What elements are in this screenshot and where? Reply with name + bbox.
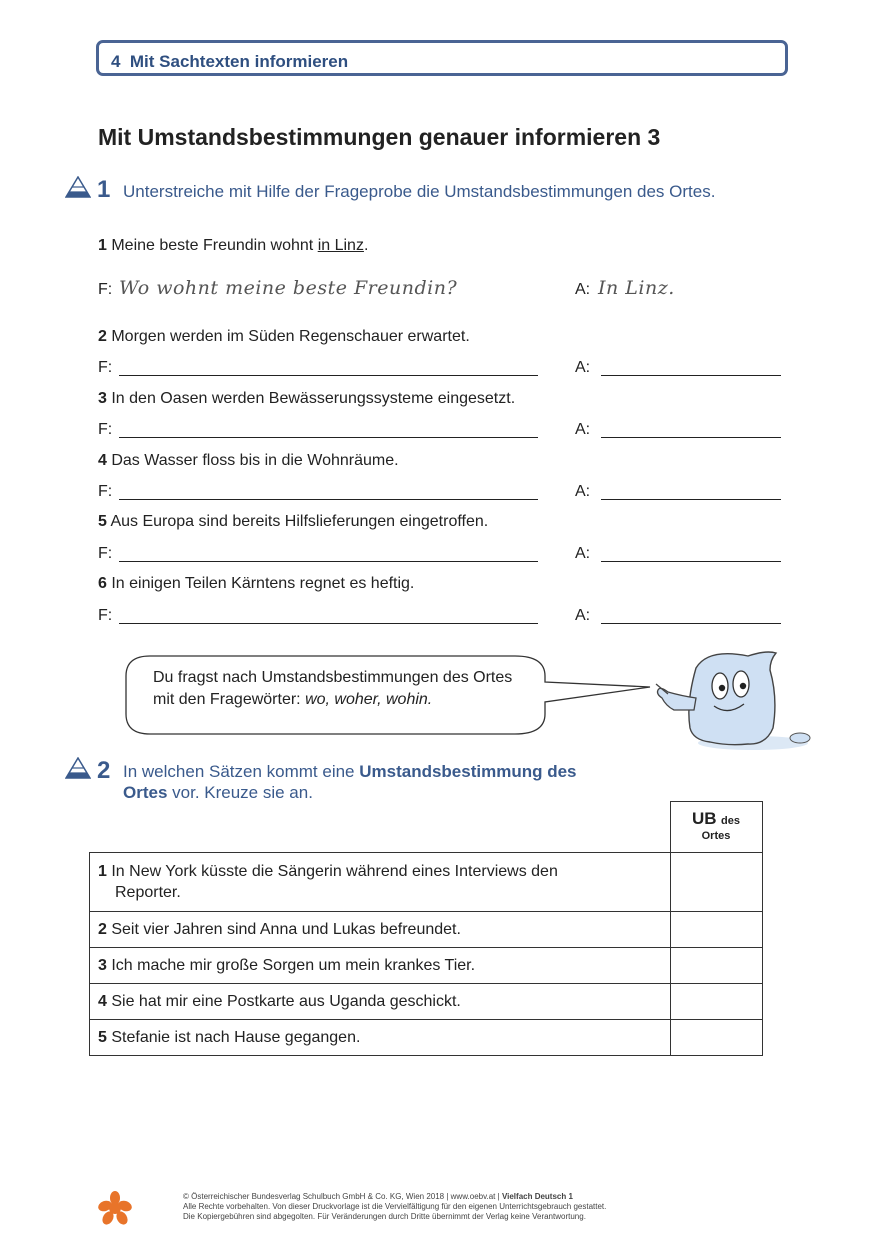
answer-label: A: [575, 483, 591, 500]
answer-write-line[interactable] [601, 499, 781, 500]
question-write-line[interactable] [119, 499, 538, 500]
table-row: 5 Stefanie ist nach Hause gegangen. [90, 1020, 763, 1056]
answer-label: A: [575, 545, 591, 562]
exercise-table [89, 801, 763, 1056]
answer-label: A: [575, 281, 591, 298]
sentence-item: 5 Aus Europa sind bereits Hilfslieferungen eingetroffen. [98, 513, 489, 530]
answer-write-line[interactable] [601, 375, 781, 376]
checkbox-cell[interactable] [670, 1020, 762, 1056]
publisher-logo-icon [97, 1190, 133, 1231]
sentence-item: 2 Morgen werden im Süden Regenschauer erwartet. [98, 328, 470, 345]
sentence-item: 6 In einigen Teilen Kärntens regnet es heftig. [98, 575, 415, 592]
example-sentence: 1 Meine beste Freundin wohnt in Linz. [98, 237, 369, 254]
question-label: F: [98, 421, 113, 438]
question-write-line[interactable] [119, 623, 538, 624]
difficulty-icon [65, 176, 91, 203]
column-header-ub-des-ortes: UB des Ortes [670, 802, 762, 853]
question-write-line[interactable] [119, 375, 538, 376]
question-label: F: [98, 359, 113, 376]
task-number: 2 [97, 757, 111, 784]
task-instruction: Unterstreiche mit Hilfe der Frageprobe die Umstandsbestimmungen des Ortes. [123, 182, 716, 201]
checkbox-cell[interactable] [670, 948, 762, 984]
checkbox-cell[interactable] [670, 984, 762, 1020]
question-write-line[interactable] [119, 561, 538, 562]
example-question-answer: Wo wohnt meine beste Freundin? [119, 277, 458, 299]
question-label: F: [98, 607, 113, 624]
answer-write-line[interactable] [601, 561, 781, 562]
question-label: F: [98, 483, 113, 500]
footer-copyright: © Österreichischer Bundesverlag Schulbuch GmbH & Co. KG, Wien 2018 | www.oebv.at | Vielfach Deutsch 1 Alle Rechte vorbehalten. Von dieser Druckvorlage ist die Vervielfältigung für den eigenen Unterrichtsgebrauch gestattet. Die Kopiergebühren sind abgegolten. Für Veränderungen durch Dritte übernimmt der Verlag keine Verantwortung. [183, 1192, 607, 1221]
page-title: Mit Umstandsbestimmungen genauer informieren 3 [98, 124, 661, 150]
sentence-item: 4 Das Wasser floss bis in die Wohnräume. [98, 452, 399, 469]
task-instruction: In welchen Sätzen kommt eine Umstandsbestimmung des Ortes vor. Kreuze sie an. [123, 762, 577, 802]
question-label: F: [98, 545, 113, 562]
table-row: 2 Seit vier Jahren sind Anna und Lukas befreundet. [90, 912, 763, 948]
answer-write-line[interactable] [601, 437, 781, 438]
answer-write-line[interactable] [601, 623, 781, 624]
sentence-item: 3 In den Oasen werden Bewässerungssysteme eingesetzt. [98, 390, 516, 407]
speech-bubble-text: Du fragst nach Umstandsbestimmungen des Ortes mit den Fragewörter: wo, woher, wohin. [153, 669, 517, 708]
chapter-title: 4 Mit Sachtexten informieren [111, 52, 349, 71]
table-row: 4 Sie hat mir eine Postkarte aus Uganda geschickt. [90, 984, 763, 1020]
checkbox-cell[interactable] [670, 912, 762, 948]
checkbox-cell[interactable] [670, 853, 762, 912]
answer-label: A: [575, 359, 591, 376]
answer-label: A: [575, 421, 591, 438]
ghost-mascot-illustration [648, 648, 818, 758]
answer-label: A: [575, 607, 591, 624]
question-label: F: [98, 281, 113, 298]
difficulty-icon [65, 757, 91, 784]
example-answer: In Linz. [598, 277, 675, 299]
table-row: 1 In New York küsste die Sängerin während eines Interviews den Reporter. [90, 853, 763, 912]
question-write-line[interactable] [119, 437, 538, 438]
task-number: 1 [97, 176, 111, 203]
table-row: 3 Ich mache mir große Sorgen um mein krankes Tier. [90, 948, 763, 984]
